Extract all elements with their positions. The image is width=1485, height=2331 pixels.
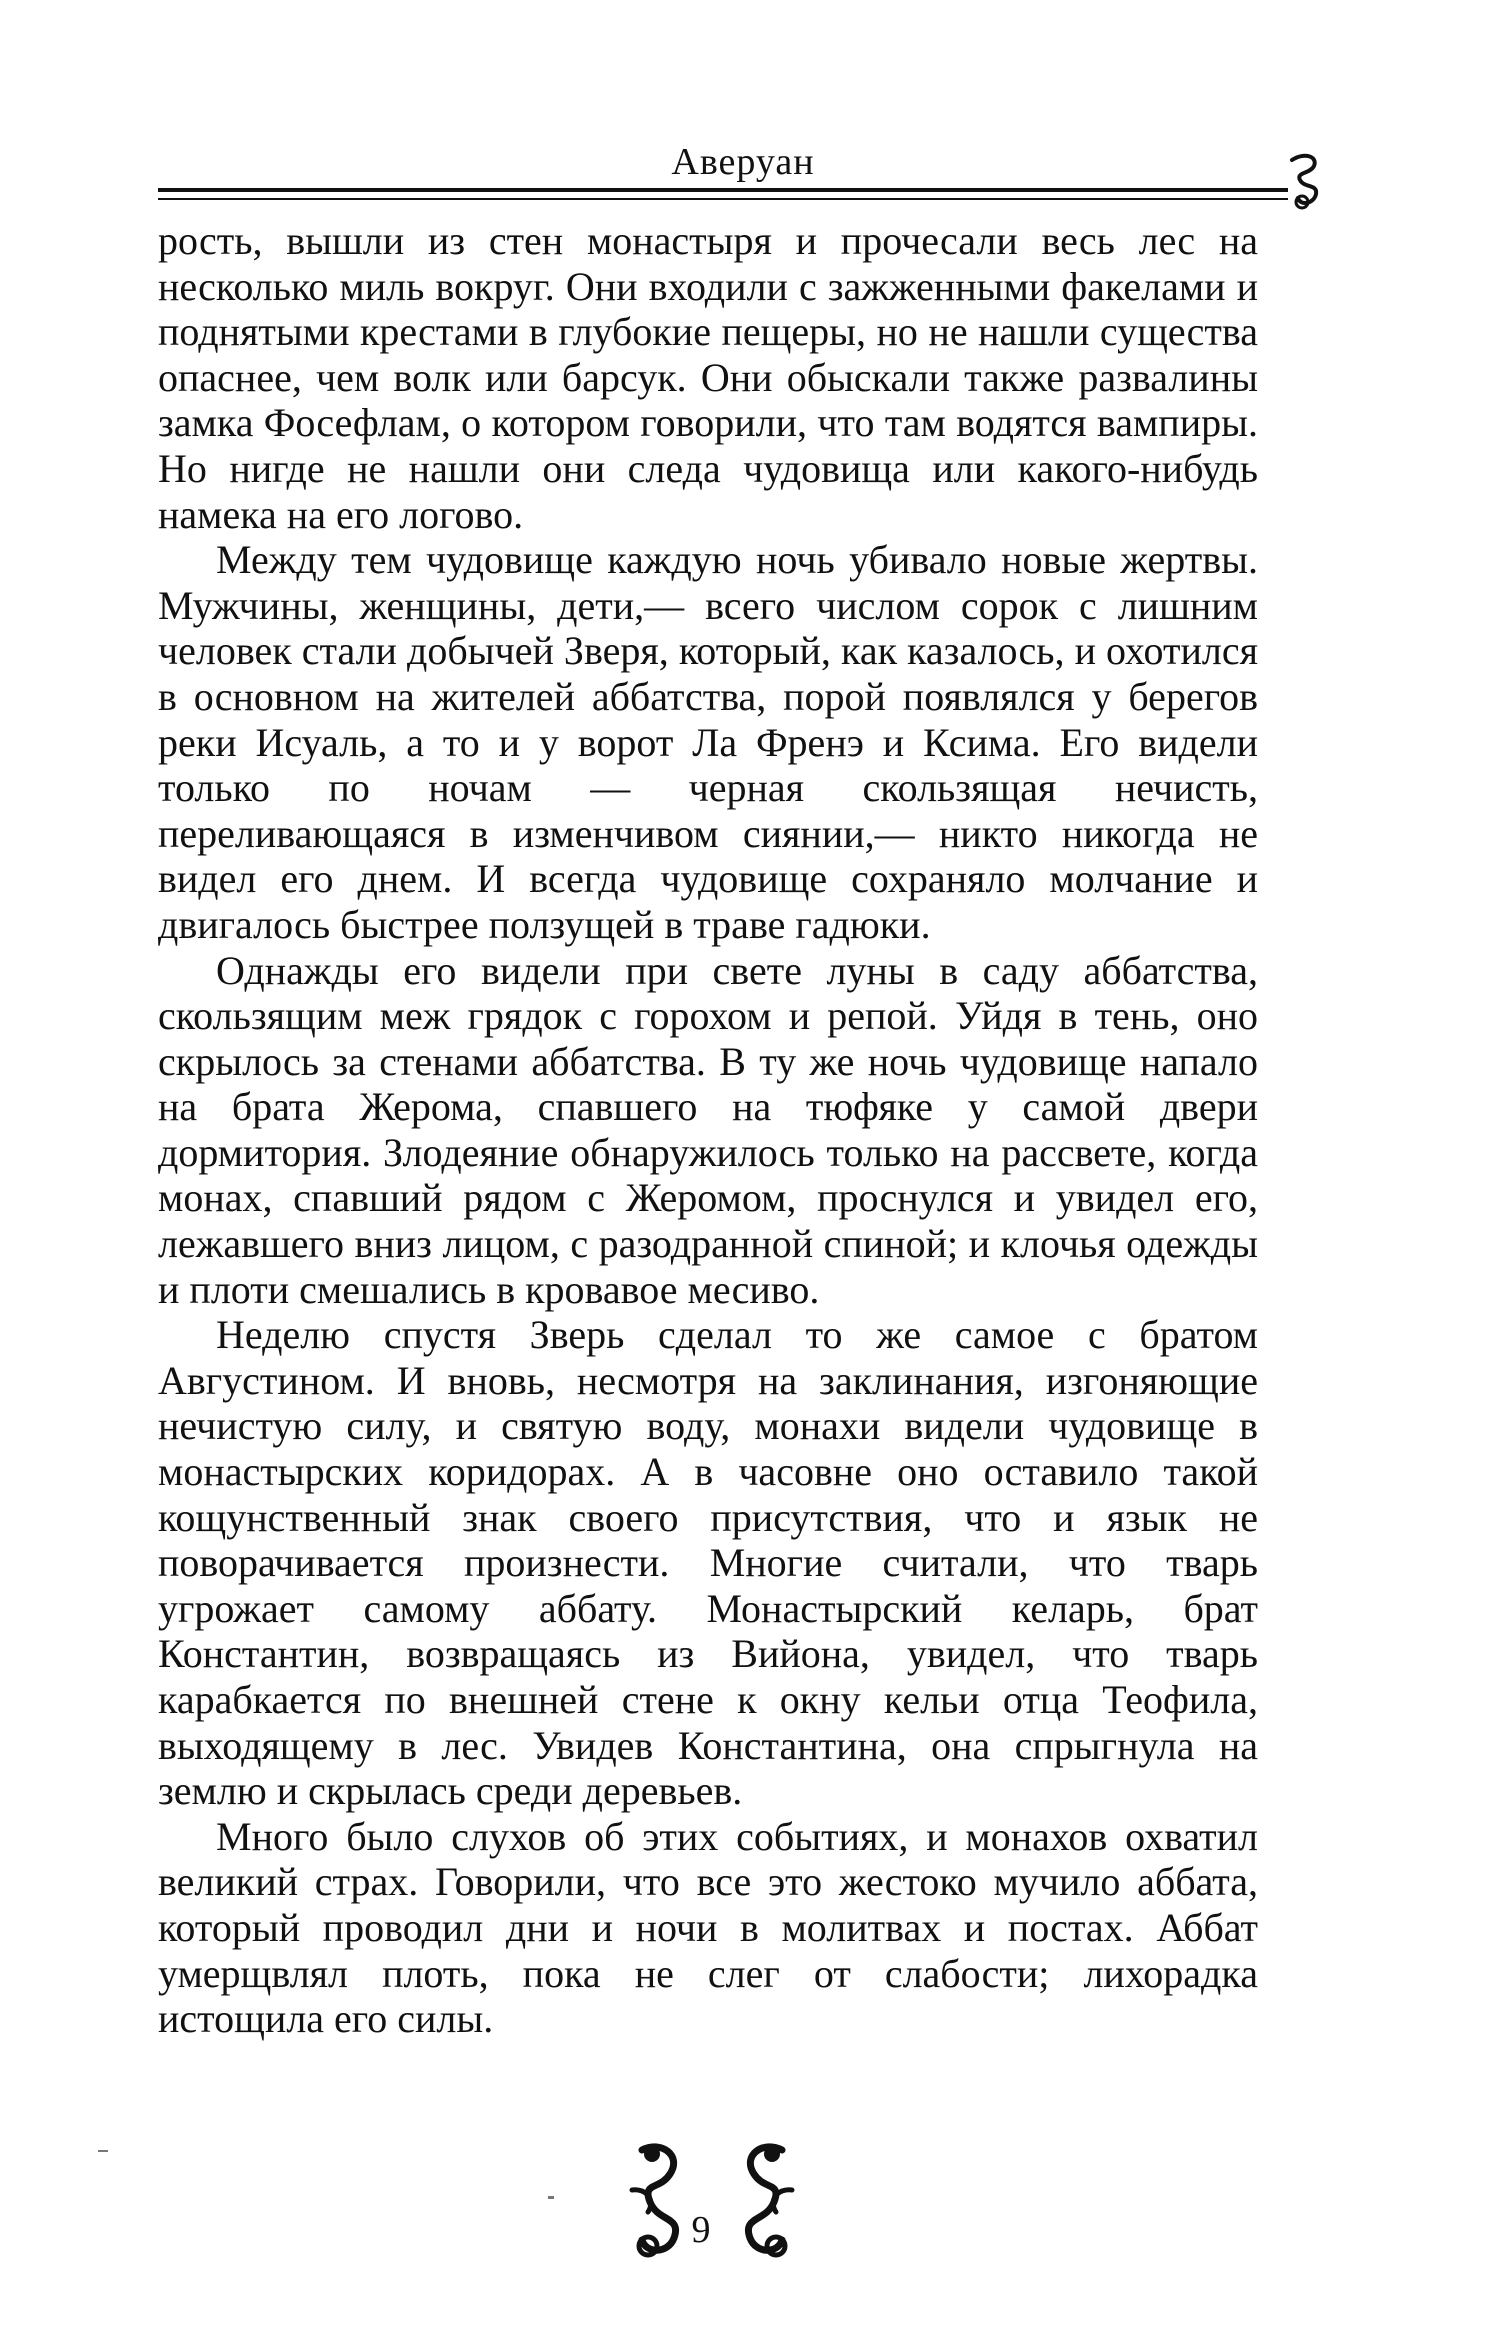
scan-speck xyxy=(548,2196,554,2199)
paragraph: Много было слухов об этих событиях, и монахов охватил великий страх. Говорили, что все это жестоко мучило аббата, который проводил дни и ночи в молитвах и постах. Аббат умерщвлял плоть, пока не слег от слабости; лихорадка истощила его силы. xyxy=(158,1813,1258,2042)
paragraph: рость, вышли из стен монастыря и прочесали весь лес на несколько миль вокруг. Они входили с зажженными факелами и поднятыми крестами в глубокие пещеры, но не нашли существа опаснее, чем волк или барсук. Они обыскали также развалины замка Фосефлам, о котором говорили, что там водятся вампиры. Но нигде не нашли они следа чудовища или какого-нибудь намека на его логово. xyxy=(158,218,1258,537)
page-header xyxy=(158,140,1328,210)
page-number: 9 xyxy=(691,2209,711,2251)
paragraph: Однажды его видели при свете луны в саду аббатства, скользящим меж грядок с горохом и репой. Уйдя в тень, оно скрылось за стенами аббатства. В ту же ночь чудовище напало на брата Жерома, спавшего на тюфяке у самой двери дормитория. Злодеяние обнаружилось только на рассвете, когда монах, спавший рядом с Жеромом, проснулся и увидел его, лежавшего вниз лицом, с разодранной спиной; и клочья одежды и плоти смешались в кровавое месиво. xyxy=(158,947,1258,1312)
body-text xyxy=(158,218,1258,2042)
header-rule-thin xyxy=(158,198,1288,200)
paragraph: Между тем чудовище каждую ночь убивало новые жертвы. Мужчины, женщины, дети,— всего числом сорок с лишним человек стали добычей Зверя, который, как казалось, и охотился в основном на жителей аббатства, порой появлялся у берегов реки Исуаль, а то и у ворот Ла Френэ и Ксима. Его видели только по ночам — черная скользящая нечисть, переливающаяся в изменчивом сиянии,— никто никогда не видел его днем. И всегда чудовище сохраняло молчание и двигалось быстрее ползущей в траве гадюки. xyxy=(158,537,1258,947)
scan-speck xyxy=(98,2150,108,2152)
running-title: Аверуан xyxy=(671,141,815,183)
flourish-icon xyxy=(1284,150,1328,212)
paragraph: Неделю спустя Зверь сделал то же самое с братом Августином. И вновь, несмотря на заклинания, изгоняющие нечистую силу, и святую воду, монахи видели чудовище в монастырских коридорах. А в часовне оно оставило такой кощунственный знак своего присутствия, что и язык не поворачивается произнести. Многие считали, что тварь угрожает самому аббату. Монастырский келарь, брат Константин, возвращаясь из Вийона, увидел, что тварь карабкается по внешней стене к окну кельи отца Теофила, выходящему в лес. Увидев Константина, она спрыгнула на землю и скрылась среди деревьев. xyxy=(158,1312,1258,1814)
header-rule-thick xyxy=(158,188,1288,192)
